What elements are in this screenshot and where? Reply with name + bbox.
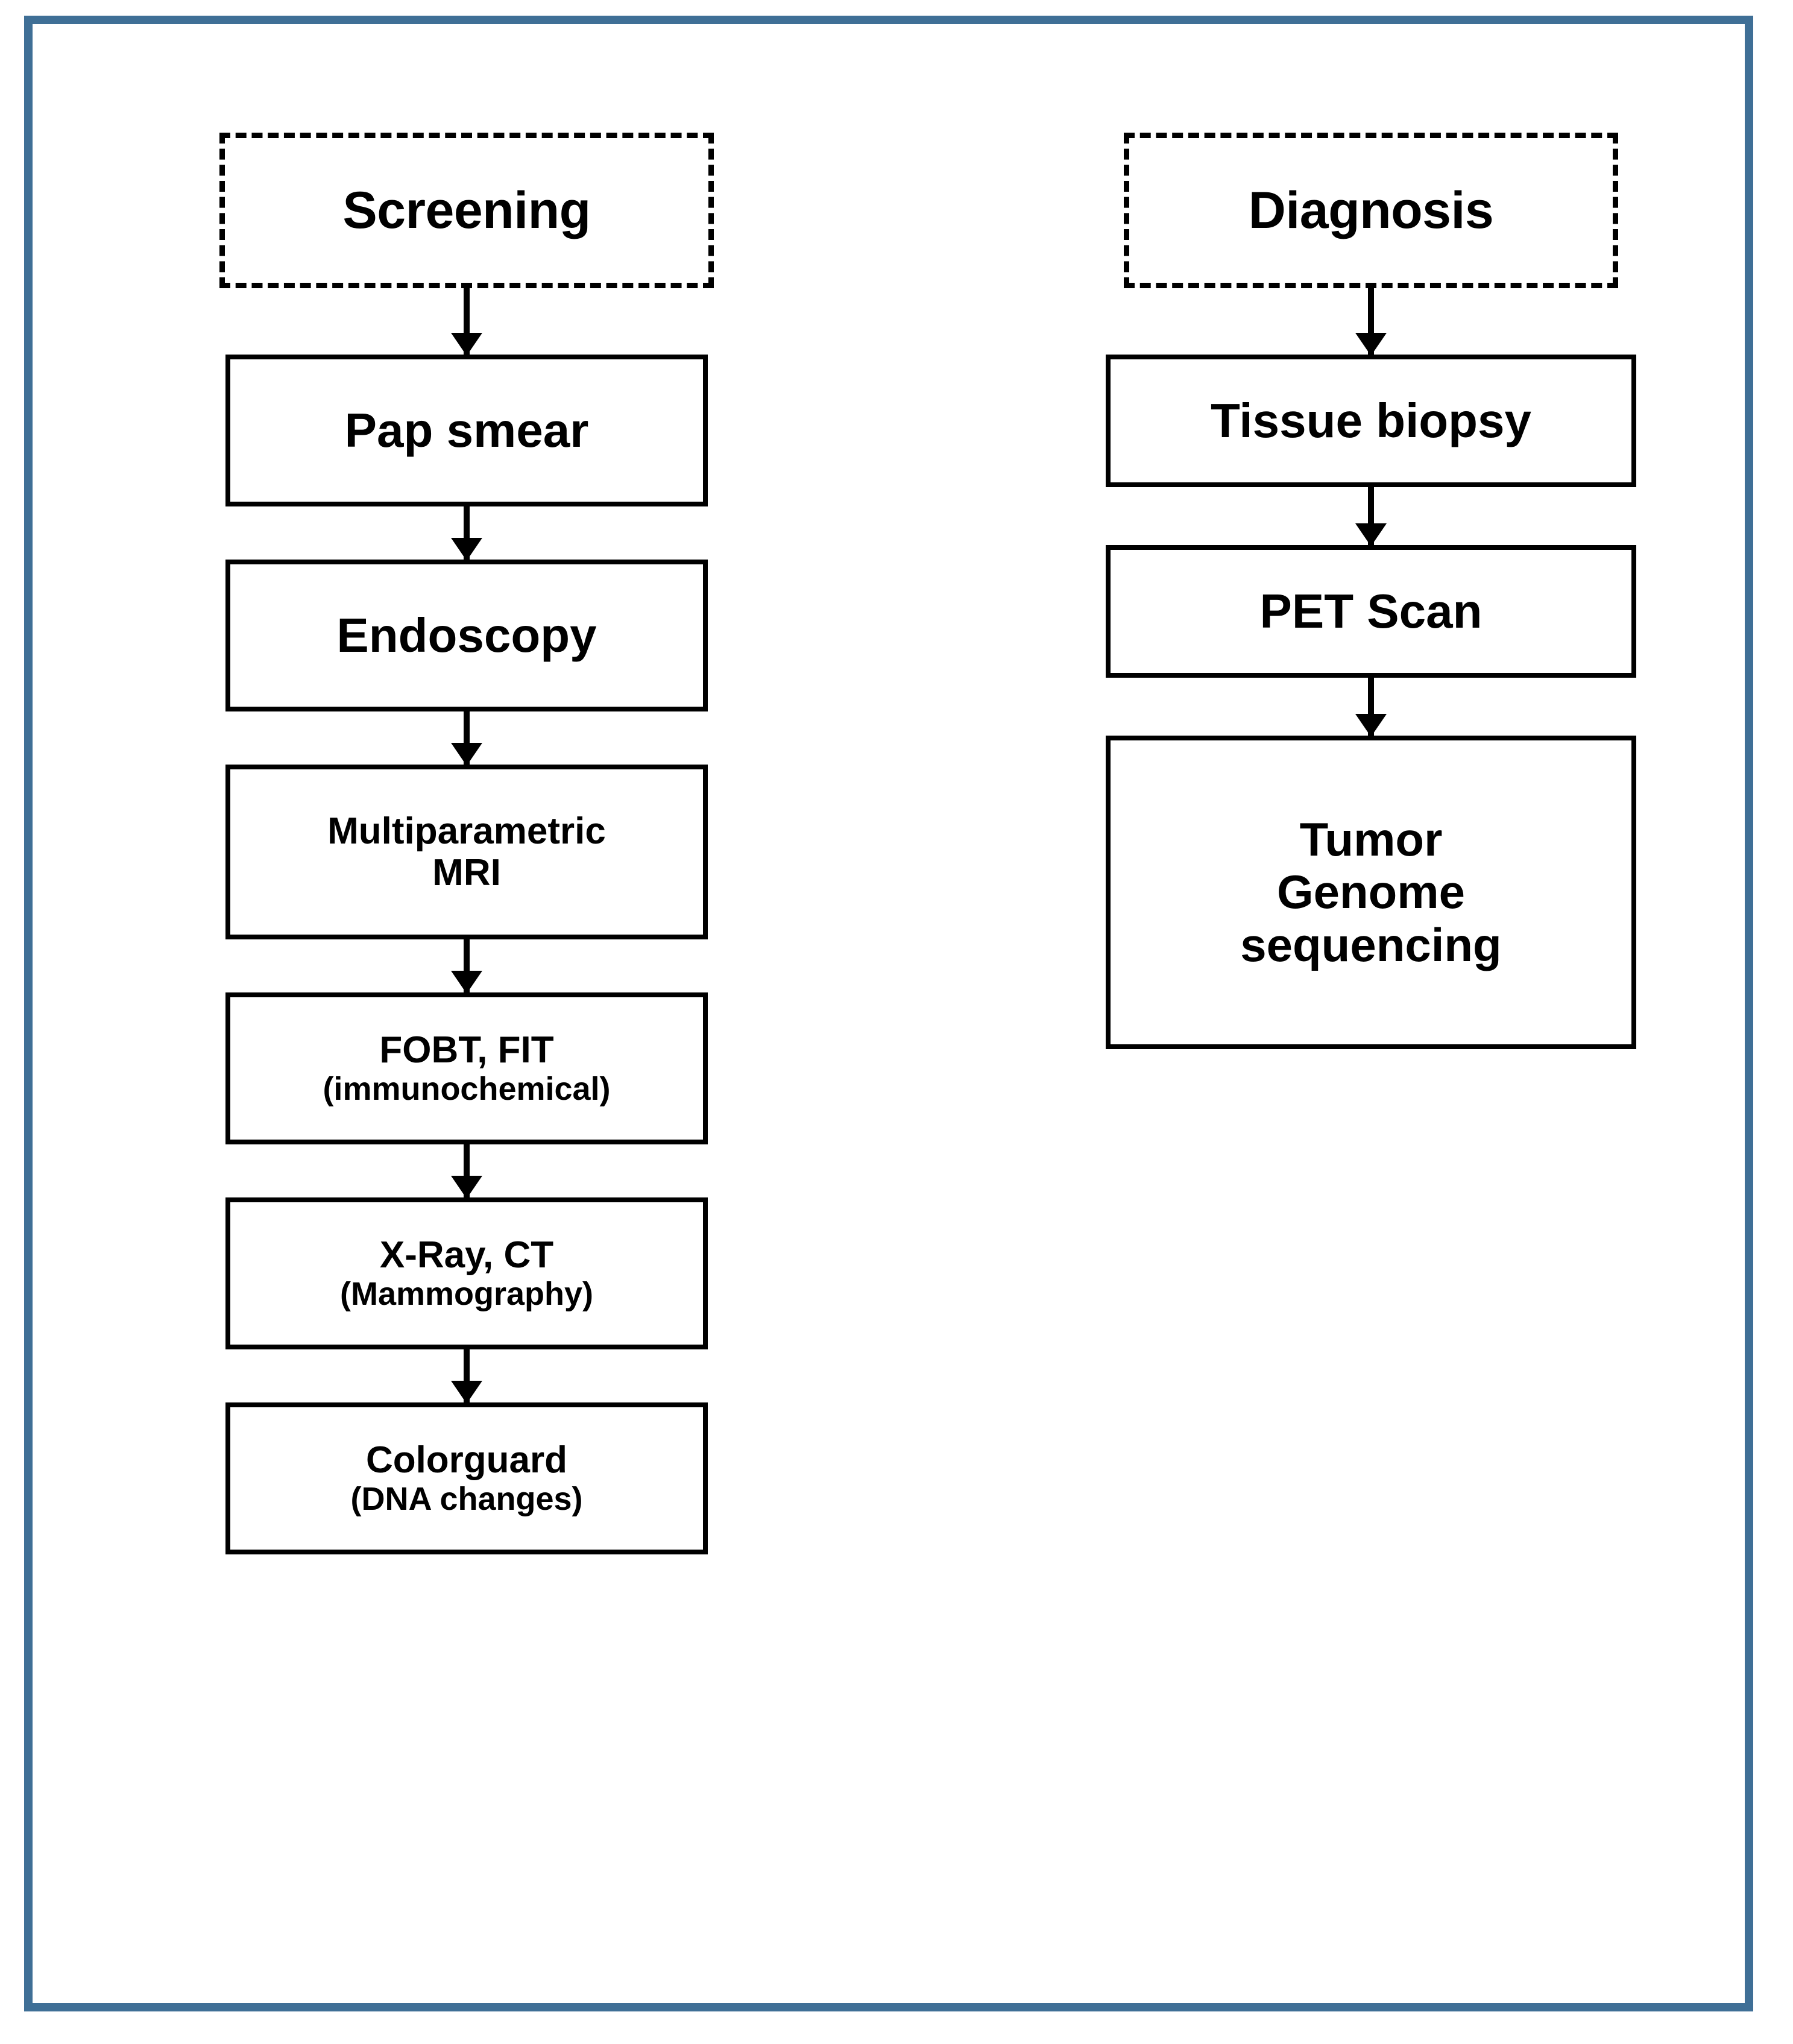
node-pap-smear-label: Pap smear (344, 403, 589, 458)
arrow-screening-to-pap-smear (464, 288, 470, 355)
node-xray-ct-line2: (Mammography) (339, 1276, 594, 1313)
arrow-fobt-to-xray (464, 1144, 470, 1197)
figure-frame (24, 16, 1753, 2011)
node-xray-ct-line1: X-Ray, CT (379, 1234, 554, 1276)
arrow-diagnosis-to-tissue-biopsy (1368, 288, 1374, 355)
node-pet-scan-label: PET Scan (1259, 584, 1483, 639)
arrow-endoscopy-to-mri (464, 711, 470, 765)
node-multiparametric-mri-line2: MRI (432, 852, 501, 894)
node-xray-ct (225, 1197, 708, 1349)
node-fobt-fit-line2: (immunochemical) (323, 1071, 611, 1108)
node-pap-smear (225, 355, 708, 506)
arrow-xray-to-colorguard (464, 1349, 470, 1402)
node-tissue-biopsy-label: Tissue biopsy (1210, 394, 1532, 448)
node-colorguard (225, 1402, 708, 1554)
screening-header-label: Screening (342, 181, 591, 239)
node-pet-scan (1106, 545, 1636, 678)
node-tumor-genome-sequencing-line3: sequencing (1240, 918, 1502, 971)
node-fobt-fit (225, 992, 708, 1144)
node-colorguard-line2: (DNA changes) (350, 1481, 583, 1518)
flowchart-canvas (33, 24, 1745, 2003)
node-tumor-genome-sequencing (1106, 736, 1636, 1049)
node-tumor-genome-sequencing-line2: Genome (1276, 865, 1466, 919)
node-tumor-genome-sequencing-line1: Tumor (1299, 812, 1443, 866)
node-fobt-fit-line1: FOBT, FIT (379, 1029, 554, 1071)
node-tissue-biopsy (1106, 355, 1636, 487)
diagnosis-column (1106, 133, 1636, 1049)
arrow-tissue-biopsy-to-pet-scan (1368, 487, 1374, 545)
node-endoscopy-label: Endoscopy (336, 608, 597, 663)
arrow-mri-to-fobt (464, 939, 470, 992)
node-multiparametric-mri-line1: Multiparametric (327, 810, 606, 852)
screening-column (213, 133, 720, 1554)
node-multiparametric-mri (225, 765, 708, 939)
node-colorguard-line1: Colorguard (365, 1439, 568, 1481)
arrow-pap-smear-to-endoscopy (464, 506, 470, 560)
arrow-pet-scan-to-tumor-genome-sequencing (1368, 678, 1374, 736)
diagnosis-header-node (1124, 133, 1618, 288)
screening-header-node (219, 133, 714, 288)
node-endoscopy (225, 560, 708, 711)
diagnosis-header-label: Diagnosis (1248, 181, 1494, 239)
